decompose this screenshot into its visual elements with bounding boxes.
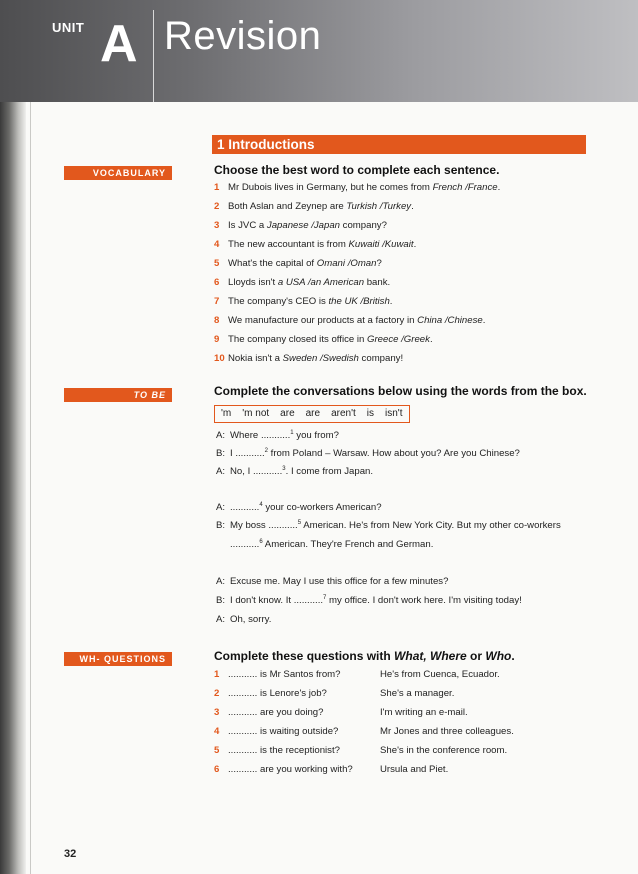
answer-gap: ........... [293,595,324,607]
conversation-line [216,576,448,587]
speaker-label: B: [216,448,226,460]
conversation-line [216,430,339,441]
conversation-line [216,614,271,625]
speaker-label: A: [216,576,226,587]
item-text: Both Aslan and Zeynep are [228,201,347,212]
wh-questions-instruction [214,649,515,663]
item-number: 6 [214,277,220,288]
item-text-end: ? [376,258,382,269]
question-text: ........... is waiting outside? [228,726,339,737]
item-text: We manufacture our products at a factory in [228,315,418,326]
item-options: Greece /Greek [367,334,430,345]
vocabulary-item [214,353,403,364]
question-text: ........... are you working with? [228,764,353,775]
vocabulary-item [214,258,382,269]
item-number: 9 [214,334,220,345]
wh-question-item [214,745,594,756]
line-text: I don't know. It [230,595,294,607]
item-options: French /France [432,182,498,193]
speaker-label: A: [216,466,226,478]
item-text-end: bank. [364,277,391,288]
answer-gap: ........... [252,466,283,478]
line-text: No, I [230,466,253,478]
item-text-end: . [497,182,501,193]
item-text: The new accountant is from [228,239,349,250]
conversation-line [216,595,522,606]
item-number: 7 [214,296,220,307]
wh-instruction-word-who: Who [485,649,512,663]
item-number: 6 [214,764,220,775]
question-text: ........... is the receptionist? [228,745,340,756]
answer-text: I'm writing an e-mail. [380,707,468,718]
item-options: Sweden /Swedish [282,353,359,364]
section-title: 1 Introductions [212,135,586,154]
speaker-label: A: [216,614,226,625]
wh-question-item [214,764,594,775]
answer-gap: ........... [230,539,260,551]
box-word: isn't [385,408,403,419]
box-word: 'm [221,408,232,419]
wh-questions-tag: WH- QUESTIONS [64,652,172,666]
word-box [214,405,410,423]
item-options: Turkish /Turkey [346,201,412,212]
wh-instruction-words: What, Where [394,649,467,663]
unit-title: Revision [164,14,322,58]
item-text: Lloyds isn't [228,277,278,288]
item-number: 4 [214,239,220,250]
wh-instruction-text: Complete these questions with [214,649,395,663]
item-text-end: . [411,201,414,212]
vocabulary-item [214,182,500,193]
item-options: Japanese /Japan [266,220,340,231]
line-text-end: American. He's from New York City. But my other co-workers [301,520,561,532]
header-divider [153,10,154,102]
box-word: are [305,408,321,419]
gap-number: 1 [290,430,294,436]
line-text: Where [230,430,261,442]
item-number: 1 [214,182,220,193]
item-number: 2 [214,688,220,699]
wh-question-item [214,707,594,718]
conversation-line [216,539,433,550]
line-text-end: my office. I don't work here. I'm visiting today! [326,595,522,607]
box-word: is [366,408,375,419]
line-text-end: your co-workers American? [262,502,382,514]
speaker-label: A: [216,502,226,514]
vocabulary-instruction: Choose the best word to complete each sentence. [214,163,500,177]
to-be-instruction: Complete the conversations below using the words from the box. [214,384,587,398]
item-number: 3 [214,220,220,231]
answer-text: Ursula and Piet. [380,764,449,775]
item-text-end: . [413,239,417,250]
speaker-label: A: [216,430,226,442]
box-word: are [280,408,295,419]
item-text-end: company? [340,220,387,231]
speaker-label: B: [216,595,226,607]
unit-letter: A [100,15,138,73]
line-text: My boss [230,520,269,532]
conversation-line [216,502,382,513]
item-text: The company closed its office in [228,334,368,345]
vocabulary-item [214,296,392,307]
vocabulary-item [214,220,387,231]
unit-label: UNIT [52,20,85,35]
box-word: aren't [331,408,356,419]
gap-number: 6 [259,539,263,545]
line-text-end: from Poland – Warsaw. How about you? Are you Chinese? [268,448,520,460]
item-number: 5 [214,258,220,269]
vocabulary-item [214,334,433,345]
item-options: Omani /Oman [316,258,377,269]
item-text: Is JVC a [228,220,267,231]
answer-text: She's a manager. [380,688,455,699]
answer-gap: ........... [268,520,298,532]
item-number: 8 [214,315,220,326]
vocabulary-tag: VOCABULARY [64,166,172,180]
conversation-line [216,466,373,477]
to-be-tag: TO BE [64,388,172,402]
line-text-end: . I come from Japan. [285,466,374,478]
gap-number: 5 [297,520,302,526]
page-number: 32 [64,848,77,860]
answer-gap: ........... [260,430,291,442]
item-text: Nokia isn't a [228,353,283,364]
item-text-end: . [429,334,433,345]
gap-number: 4 [259,502,263,508]
margin-rule [30,102,31,874]
gap-number: 3 [282,466,286,472]
conversation-line [216,448,520,459]
answer-text: Mr Jones and three colleagues. [380,726,514,737]
gap-number: 7 [323,595,327,601]
vocabulary-item [214,277,390,288]
line-text-end: American. They're French and German. [262,539,434,551]
item-number: 4 [214,726,220,737]
item-text-end: . [389,296,393,307]
answer-text: She's in the conference room. [380,745,508,756]
wh-instruction-end: . [511,649,515,663]
item-text-end: . [482,315,486,326]
item-options: China /Chinese [417,315,483,326]
item-options: Kuwaiti /Kuwait [348,239,414,250]
question-text: ........... is Mr Santos from? [228,669,341,680]
line-text: Excuse me. May I use this office for a few minutes? [230,576,449,587]
wh-question-item [214,726,594,737]
question-text: ........... is Lenore's job? [228,688,327,699]
item-number: 10 [214,353,225,364]
line-text-end: you from? [293,430,339,442]
item-options: a USA /an American [277,277,365,288]
item-number: 1 [214,669,220,680]
question-text: ........... are you doing? [228,707,324,718]
wh-instruction-text-2: or [466,649,486,663]
answer-gap: ........... [230,502,260,514]
vocabulary-item [214,201,414,212]
item-number: 5 [214,745,220,756]
line-text: I [230,448,236,460]
item-number: 2 [214,201,220,212]
item-text: What's the capital of [228,258,317,269]
box-word: 'm not [242,408,270,419]
wh-question-item [214,669,594,680]
conversation-line [216,520,561,531]
item-options: the UK /British [328,296,390,307]
gap-number: 2 [264,448,269,454]
line-text: Oh, sorry. [230,614,272,625]
answer-gap: ........... [235,448,265,460]
item-number: 3 [214,707,220,718]
speaker-label: B: [216,520,226,532]
unit-header [0,0,638,102]
wh-question-item [214,688,594,699]
item-text: The company's CEO is [228,296,329,307]
vocabulary-item [214,315,485,326]
item-text: Mr Dubois lives in Germany, but he comes from [228,182,433,193]
book-spine-shadow [0,0,26,874]
vocabulary-item [214,239,416,250]
item-text-end: company! [358,353,404,364]
answer-text: He's from Cuenca, Ecuador. [380,669,500,680]
